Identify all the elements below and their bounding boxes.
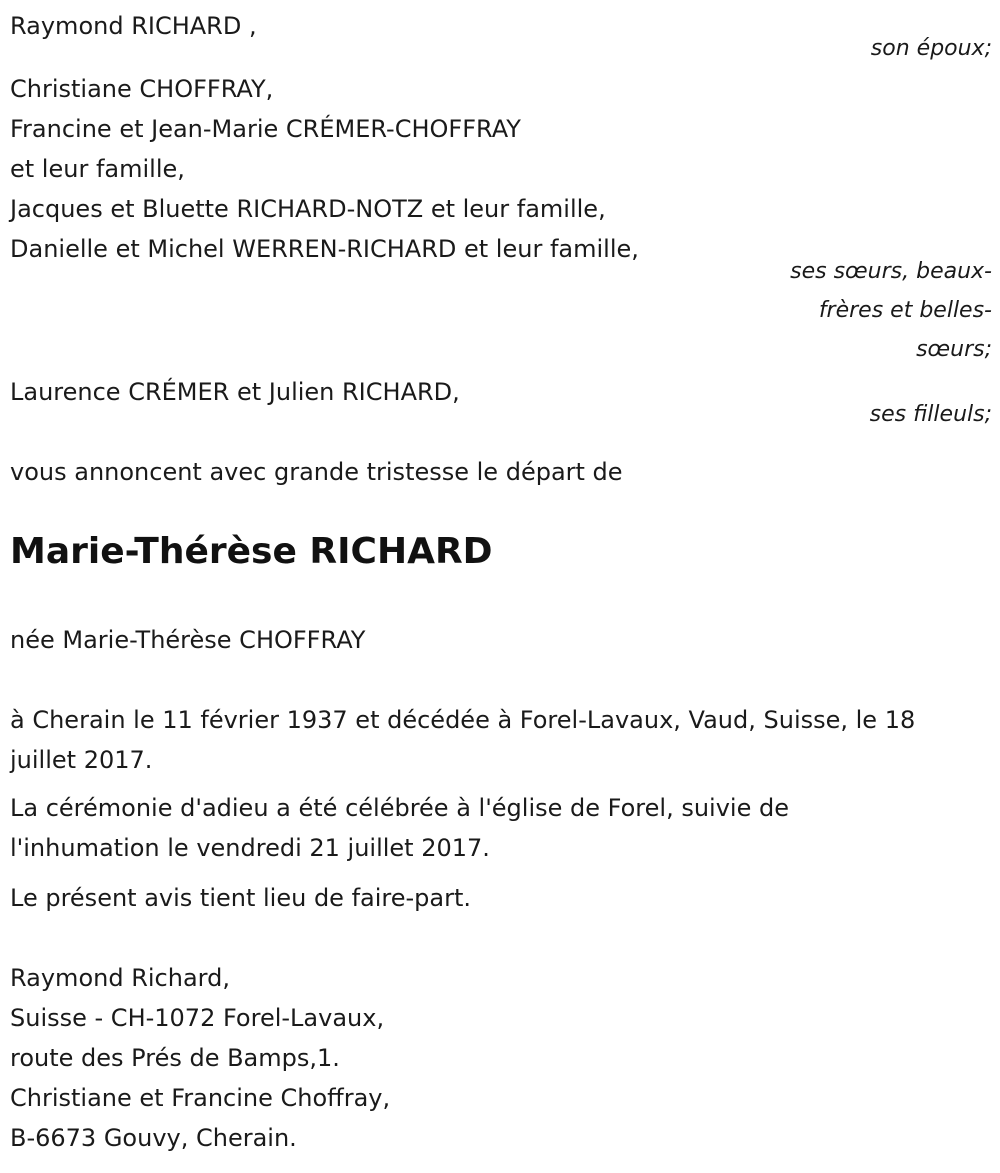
- address-line-4: Christiane et Francine Choffray,: [10, 1084, 391, 1112]
- siblings-role-line-3: sœurs;: [916, 337, 992, 362]
- address-line-2: Suisse - CH-1072 Forel-Lavaux,: [10, 1004, 385, 1032]
- birth-death-line-2: juillet 2017.: [10, 746, 153, 774]
- address-line-1: Raymond Richard,: [10, 964, 230, 992]
- spouse-name: Raymond RICHARD ,: [10, 12, 257, 40]
- sibling-line-5: Danielle et Michel WERREN-RICHARD et leur famille,: [10, 235, 639, 263]
- siblings-role-line-2: frères et belles-: [818, 298, 992, 323]
- deceased-name: Marie-Thérèse RICHARD: [10, 531, 493, 572]
- ceremony-line-2: l'inhumation le vendredi 21 juillet 2017.: [10, 834, 490, 862]
- godchildren-role: ses filleuls;: [869, 402, 992, 427]
- spouse-role: son époux;: [870, 36, 992, 61]
- address-line-3: route des Prés de Bamps,1.: [10, 1044, 340, 1072]
- birth-name: née Marie-Thérèse CHOFFRAY: [10, 626, 366, 654]
- sibling-line-4: Jacques et Bluette RICHARD-NOTZ et leur famille,: [10, 195, 606, 223]
- birth-death-line-1: à Cherain le 11 février 1937 et décédée à Forel-Lavaux, Vaud, Suisse, le 18: [10, 706, 916, 734]
- sibling-line-3: et leur famille,: [10, 155, 185, 183]
- siblings-role-line-1: ses sœurs, beaux-: [790, 259, 992, 284]
- notice-text: Le présent avis tient lieu de faire-part.: [10, 884, 472, 912]
- address-line-5: B-6673 Gouvy, Cherain.: [10, 1124, 297, 1152]
- ceremony-line-1: La cérémonie d'adieu a été célébrée à l'église de Forel, suivie de: [10, 794, 789, 822]
- sibling-line-2: Francine et Jean-Marie CRÉMER-CHOFFRAY: [10, 115, 521, 143]
- announcement-text: vous annoncent avec grande tristesse le départ de: [10, 458, 623, 486]
- godchildren-names: Laurence CRÉMER et Julien RICHARD,: [10, 378, 460, 406]
- sibling-line-1: Christiane CHOFFRAY,: [10, 75, 274, 103]
